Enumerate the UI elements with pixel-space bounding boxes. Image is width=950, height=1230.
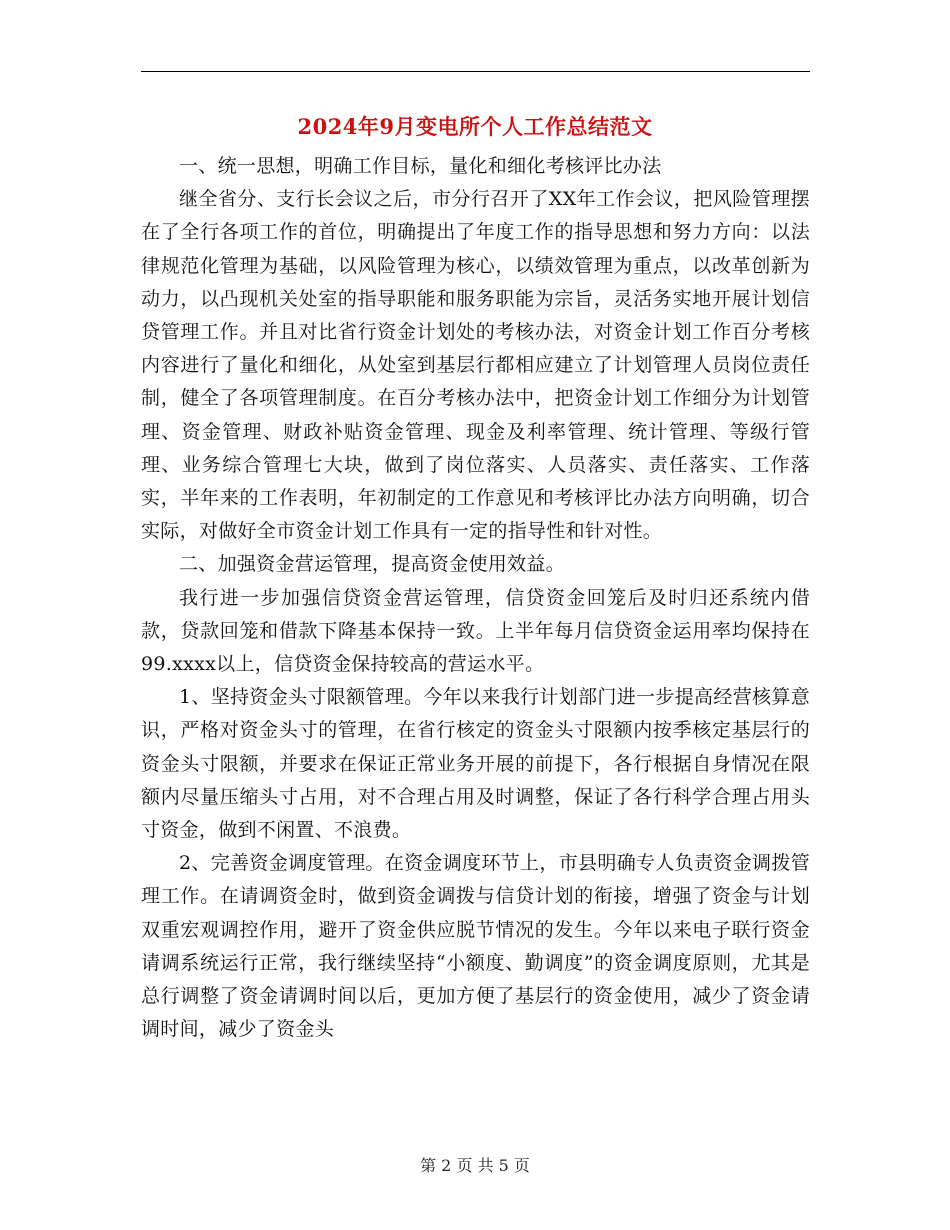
paragraph-1: 继全省分、支行长会议之后，市分行召开了XX年工作会议，把风险管理摆在了全行各项工作的首位，明确提出了年度工作的指导思想和努力方向：以法律规范化管理为基础，以风险管理为核心，以绩效管理为重点，以改革创新为动力，以凸现机关处室的指导职能和服务职能为宗旨，灵活务实地开展计划信贷管理工作。并且对比省行资金计划处的考核办法，对资金计划工作百分考核内容进行了量化和细化，从处室到基层行都相应建立了计划管理人员岗位责任制，健全了各项管理制度。在百分考核办法中，把资金计划工作细分为计划管理、资金管理、财政补贴资金管理、现金及利率管理、统计管理、等级行管理、业务综合管理七大块，做到了岗位落实、人员落实、责任落实、工作落实，半年来的工作表明，年初制定的工作意见和考核评比办法方向明确，切合实际，对做好全市资金计划工作具有一定的指导性和针对性。 xyxy=(141,188,810,543)
paragraph-4: 2、完善资金调度管理。在资金调度环节上，市县明确专人负责资金调拨管理工作。在请调资金时，做到资金调拨与信贷计划的衔接，增强了资金与计划双重宏观调控作用，避开了资金供应脱节情况的发生。今年以来电子联行资金请调系统运行正常，我行继续坚持“小额度、勤调度”的资金调度原则，尤其是总行调整了资金请调时间以后，更加方便了基层行的资金使用，减少了资金请调时间，减少了资金头 xyxy=(141,852,810,1041)
paragraph-3: 1、坚持资金头寸限额管理。今年以来我行计划部门进一步提高经营核算意识，严格对资金头寸的管理，在省行核定的资金头寸限额内按季核定基层行的资金头寸限额，并要求在保证正常业务开展的前提下，各行根据自身情况在限额内尽量压缩头寸占用，对不合理占用及时调整，保证了各行科学合理占用头寸资金，做到不闲置、不浪费。 xyxy=(141,686,810,842)
paragraph-2: 我行进一步加强信贷资金营运管理，信贷资金回笼后及时归还系统内借款，贷款回笼和借款下降基本保持一致。上半年每月信贷资金运用率均保持在99.xxxx以上，信贷资金保持较高的营运水平。 xyxy=(141,586,810,676)
header-rule xyxy=(141,71,810,72)
section-heading-1: 一、统一思想，明确工作目标，量化和细化考核评比办法 xyxy=(179,155,662,177)
section-heading-2: 二、加强资金营运管理，提高资金使用效益。 xyxy=(179,553,566,576)
page-number: 第 2 页 共 5 页 xyxy=(420,1156,530,1175)
document-title: 2024年9月变电所个人工作总结范文 xyxy=(297,114,653,139)
document-body xyxy=(141,150,810,1046)
